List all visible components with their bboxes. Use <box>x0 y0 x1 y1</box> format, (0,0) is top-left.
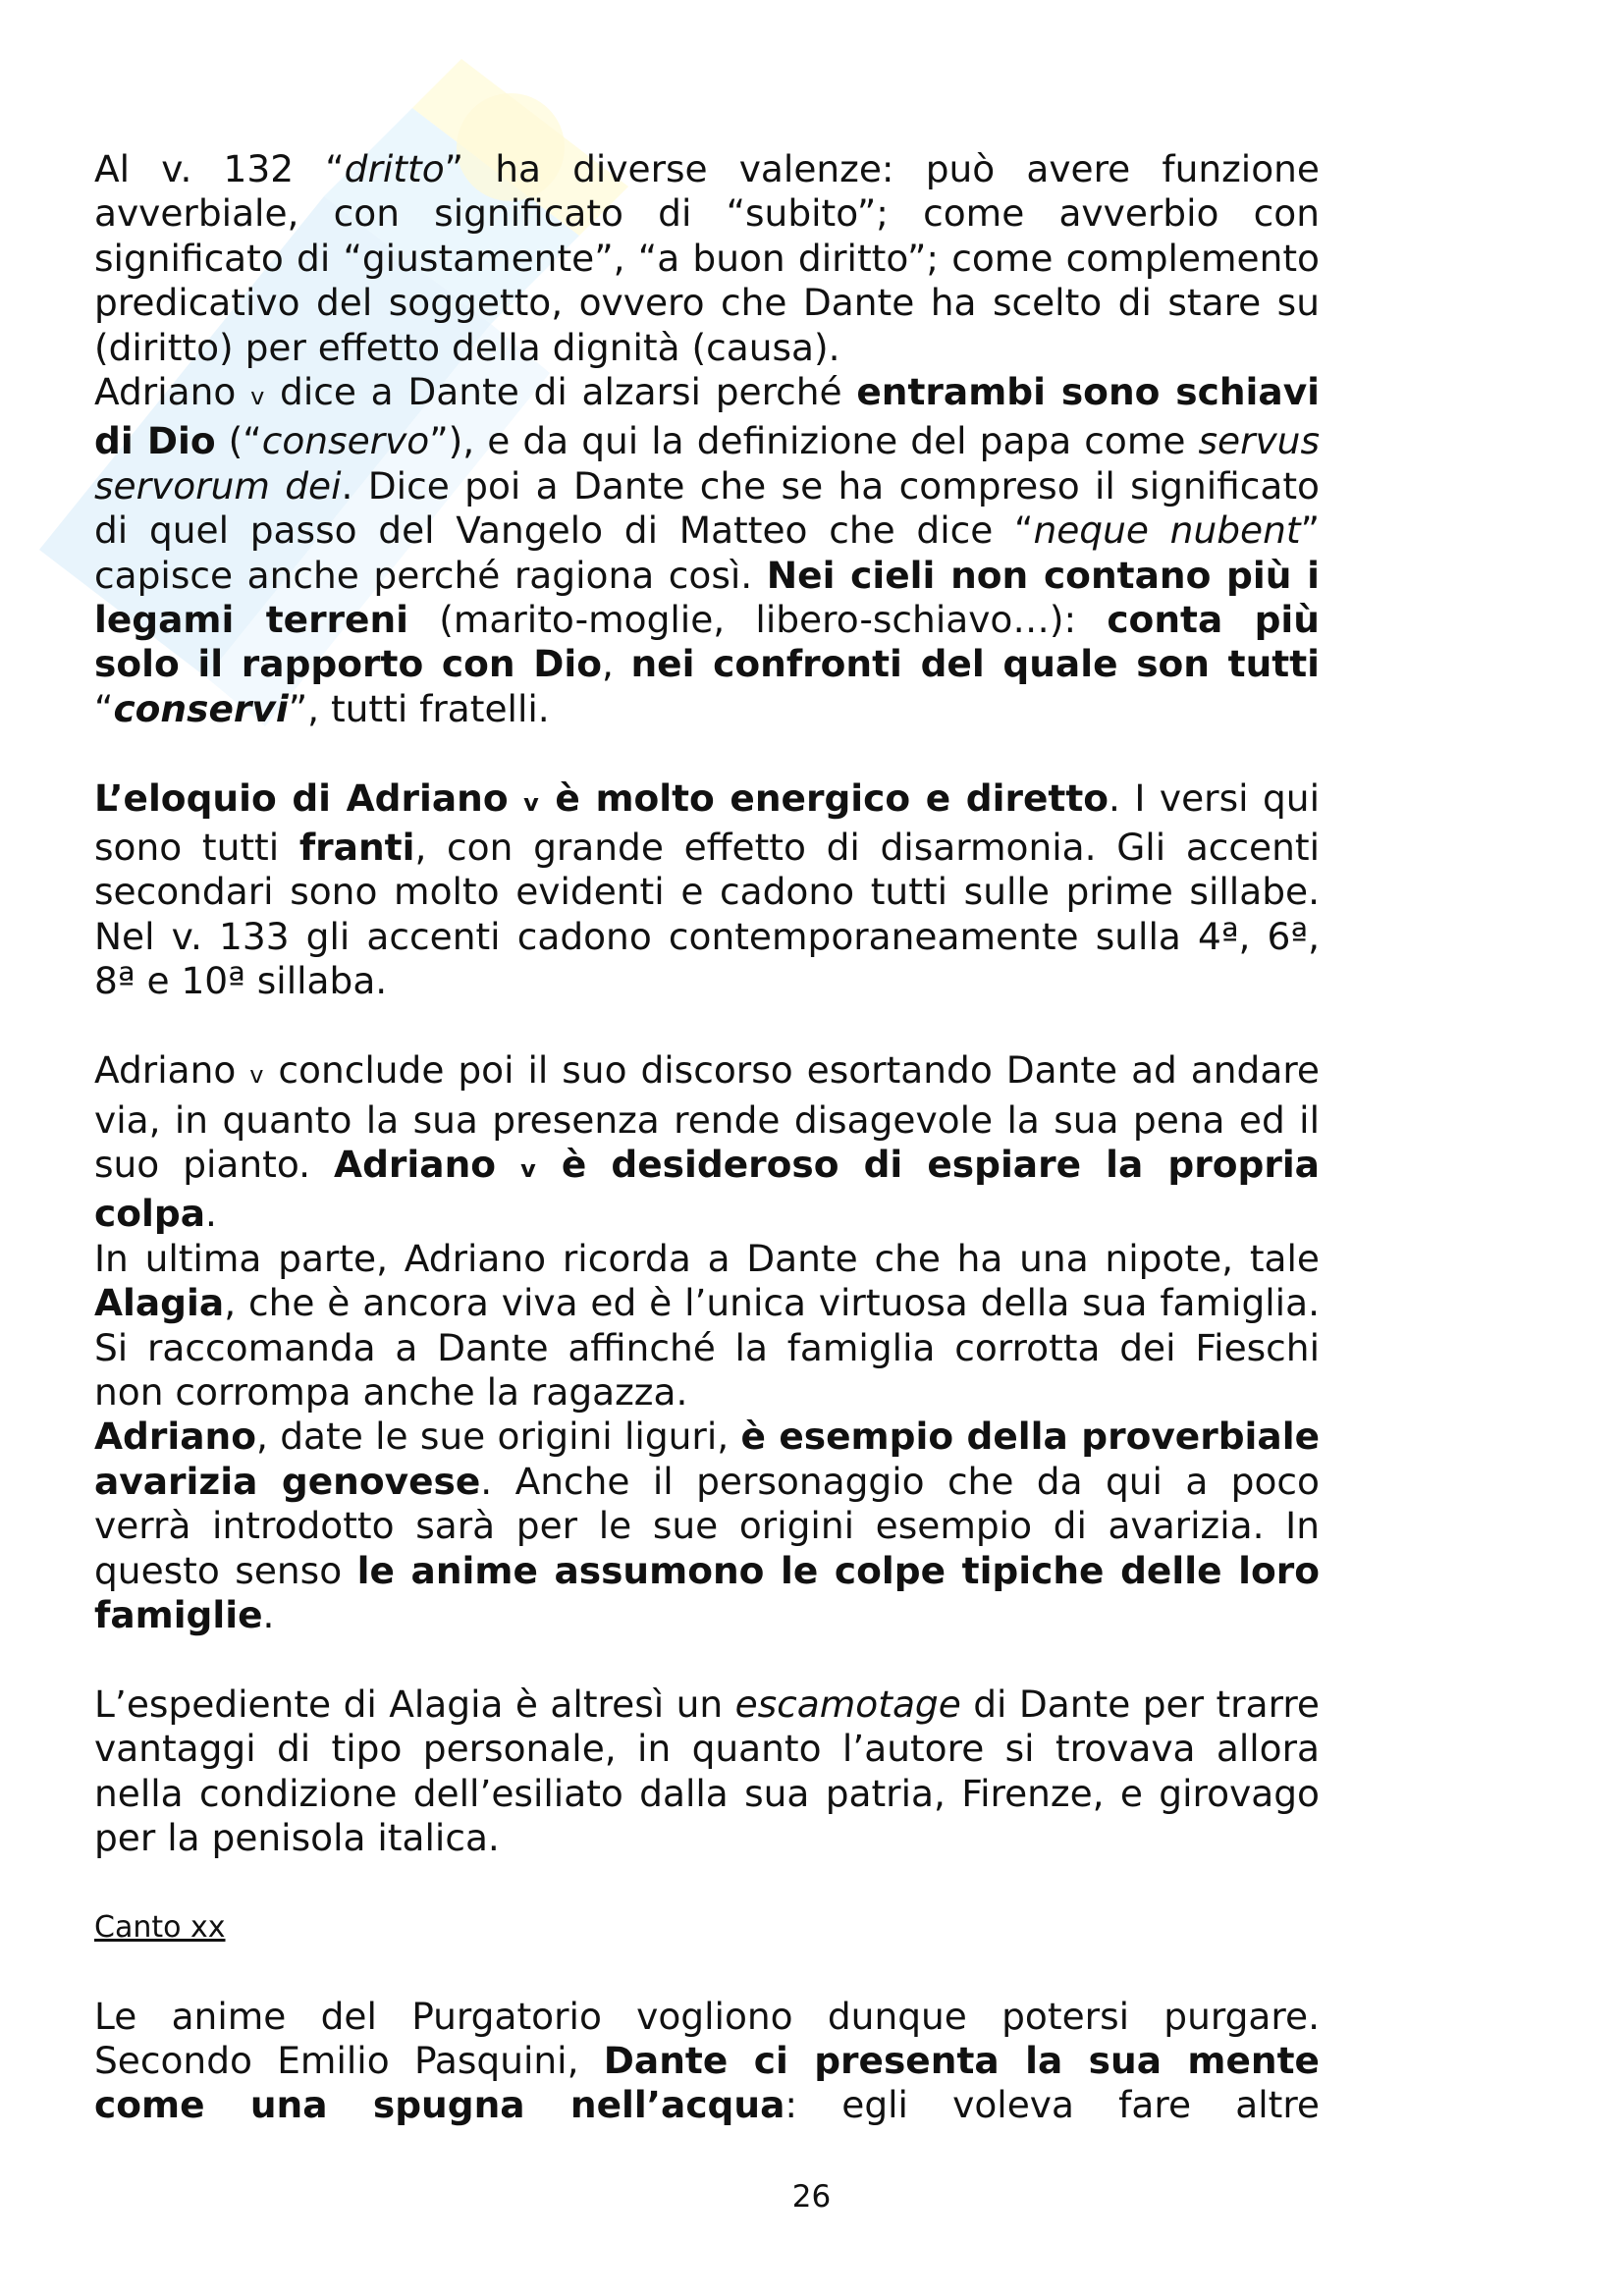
text-run: v <box>249 1061 265 1090</box>
bold-text: è desideroso di espiare la propria colpa <box>94 1142 1320 1236</box>
paragraph <box>94 1237 1320 1415</box>
bold-text: Alagia <box>94 1281 225 1325</box>
text-run: dice a Dante di alzarsi perché <box>265 370 857 414</box>
section-heading: Canto xx <box>94 1909 226 1945</box>
text-run: , che è ancora viva ed è l’unica virtuosa della sua famiglia. Si raccomanda a Dante affinché la famiglia corrotta dei Fieschi non corrompa anche la ragazza. <box>94 1281 1320 1414</box>
text-run: , date le sue origini liguri, <box>255 1415 741 1459</box>
text-run: ”), e da qui la definizione del papa come <box>429 419 1199 463</box>
text-run: Adriano <box>94 1048 250 1093</box>
text-run: . I versi qui sono tutti <box>94 775 1320 870</box>
text-run: ” capisce anche perché ragiona così. <box>94 508 1320 597</box>
bold-text: conservi <box>113 686 289 730</box>
text-run: , <box>602 642 631 686</box>
bold-text: entrambi sono schiavi di Dio <box>94 370 1320 463</box>
text-run: v <box>250 383 266 411</box>
bold-text: v <box>520 1154 537 1183</box>
text-run: . Anche il personaggio che da qui a poco verrà introdotto sarà per le sue origini esempio di avarizia. In questo senso <box>94 1459 1320 1592</box>
paragraph <box>94 1415 1320 1637</box>
text-run: . Dice poi a Dante che se ha compreso il significato di quel passo del Vangelo di Matteo che dice “ <box>94 463 1320 553</box>
paragraph-gap <box>94 1637 1320 1682</box>
italic-text: conservo <box>261 419 430 463</box>
bold-text: Dante ci presenta la sua mente come una spugna nell’acqua <box>94 2038 1320 2127</box>
paragraph-gap <box>94 1860 1320 1904</box>
paragraph <box>94 370 1320 731</box>
document-body <box>94 147 1320 2128</box>
text-run: conclude poi il suo discorso esortando Dante ad andare via, in quanto la sua presenza rende disagevole la sua pena ed il suo pianto. <box>94 1048 1320 1186</box>
text-run: . <box>262 1592 275 1636</box>
bold-text: nei confronti del quale son tutti <box>630 642 1320 686</box>
text-run: (marito-moglie, libero-schiavo…): <box>408 598 1108 642</box>
text-run: (“ <box>215 419 262 463</box>
paragraph <box>94 147 1320 370</box>
bold-text: conta più solo il rapporto con Dio <box>94 598 1320 686</box>
italic-text: neque nubent <box>1033 508 1301 553</box>
text-run: In ultima parte, Adriano ricorda a Dante che ha una nipote, tale <box>94 1236 1320 1280</box>
bold-text: le anime assumono le colpe tipiche delle loro famiglie <box>94 1548 1320 1636</box>
text-run: ”, tutti fratelli. <box>288 686 550 730</box>
paragraph <box>94 1682 1320 1861</box>
text-run: . <box>205 1192 217 1236</box>
text-run: Al v. 132 “ <box>94 147 345 190</box>
bold-text: v <box>523 788 540 817</box>
bold-text: è molto energico e diretto <box>539 775 1109 820</box>
bold-text: franti <box>298 826 415 870</box>
text-run: di Dante per trarre vantaggi di tipo personale, in quanto l’autore si trovava allora nella condizione dell’esiliato dalla sua patria, Firenze, e girovago per la penisola italica. <box>94 1682 1320 1859</box>
italic-text: escamotage <box>734 1682 961 1726</box>
italic-text: servus servorum dei <box>94 419 1320 507</box>
page-number: 26 <box>791 2179 832 2215</box>
text-run: , con grande effetto di disarmonia. Gli accenti secondari sono molto evidenti e cadono tutti sulle prime sillabe. Nel v. 133 gli accenti cadono contemporaneamente sulla 4ª, 6ª, 8ª e 10ª sillaba. <box>94 826 1320 1003</box>
text-run: : egli voleva fare altre <box>784 2083 1320 2127</box>
bold-text: è esempio della proverbiale avarizia genovese <box>94 1415 1320 1503</box>
italic-text: dritto <box>344 147 445 190</box>
paragraph-gap <box>94 1004 1320 1048</box>
bold-text: L’eloquio di Adriano <box>94 775 524 820</box>
text-run: Le anime del Purgatorio vogliono dunque potersi purgare. Secondo Emilio Pasquini, <box>94 1994 1320 2082</box>
text-run: Adriano <box>94 370 251 414</box>
paragraph <box>94 1048 1320 1237</box>
bold-text: Adriano <box>94 1415 256 1459</box>
bold-text: Nei cieli non contano più i legami terreni <box>94 553 1320 642</box>
paragraph <box>94 776 1320 1004</box>
text-run: “ <box>94 686 114 730</box>
paragraph-gap <box>94 1949 1320 1994</box>
text-run: L’espediente di Alagia è altresì un <box>94 1682 735 1726</box>
bold-text: Adriano <box>334 1142 521 1186</box>
paragraph <box>94 1995 1320 2128</box>
text-run: ” ha diverse valenze: può avere funzione avverbiale, con significato di “subito”; come avverbio con significato di “giustamente”, “a buon diritto”; come complemento predicativo del soggetto, ovvero che Dante ha scelto di stare su (diritto) per effetto della dignità (causa). <box>94 147 1320 369</box>
paragraph-gap <box>94 731 1320 775</box>
